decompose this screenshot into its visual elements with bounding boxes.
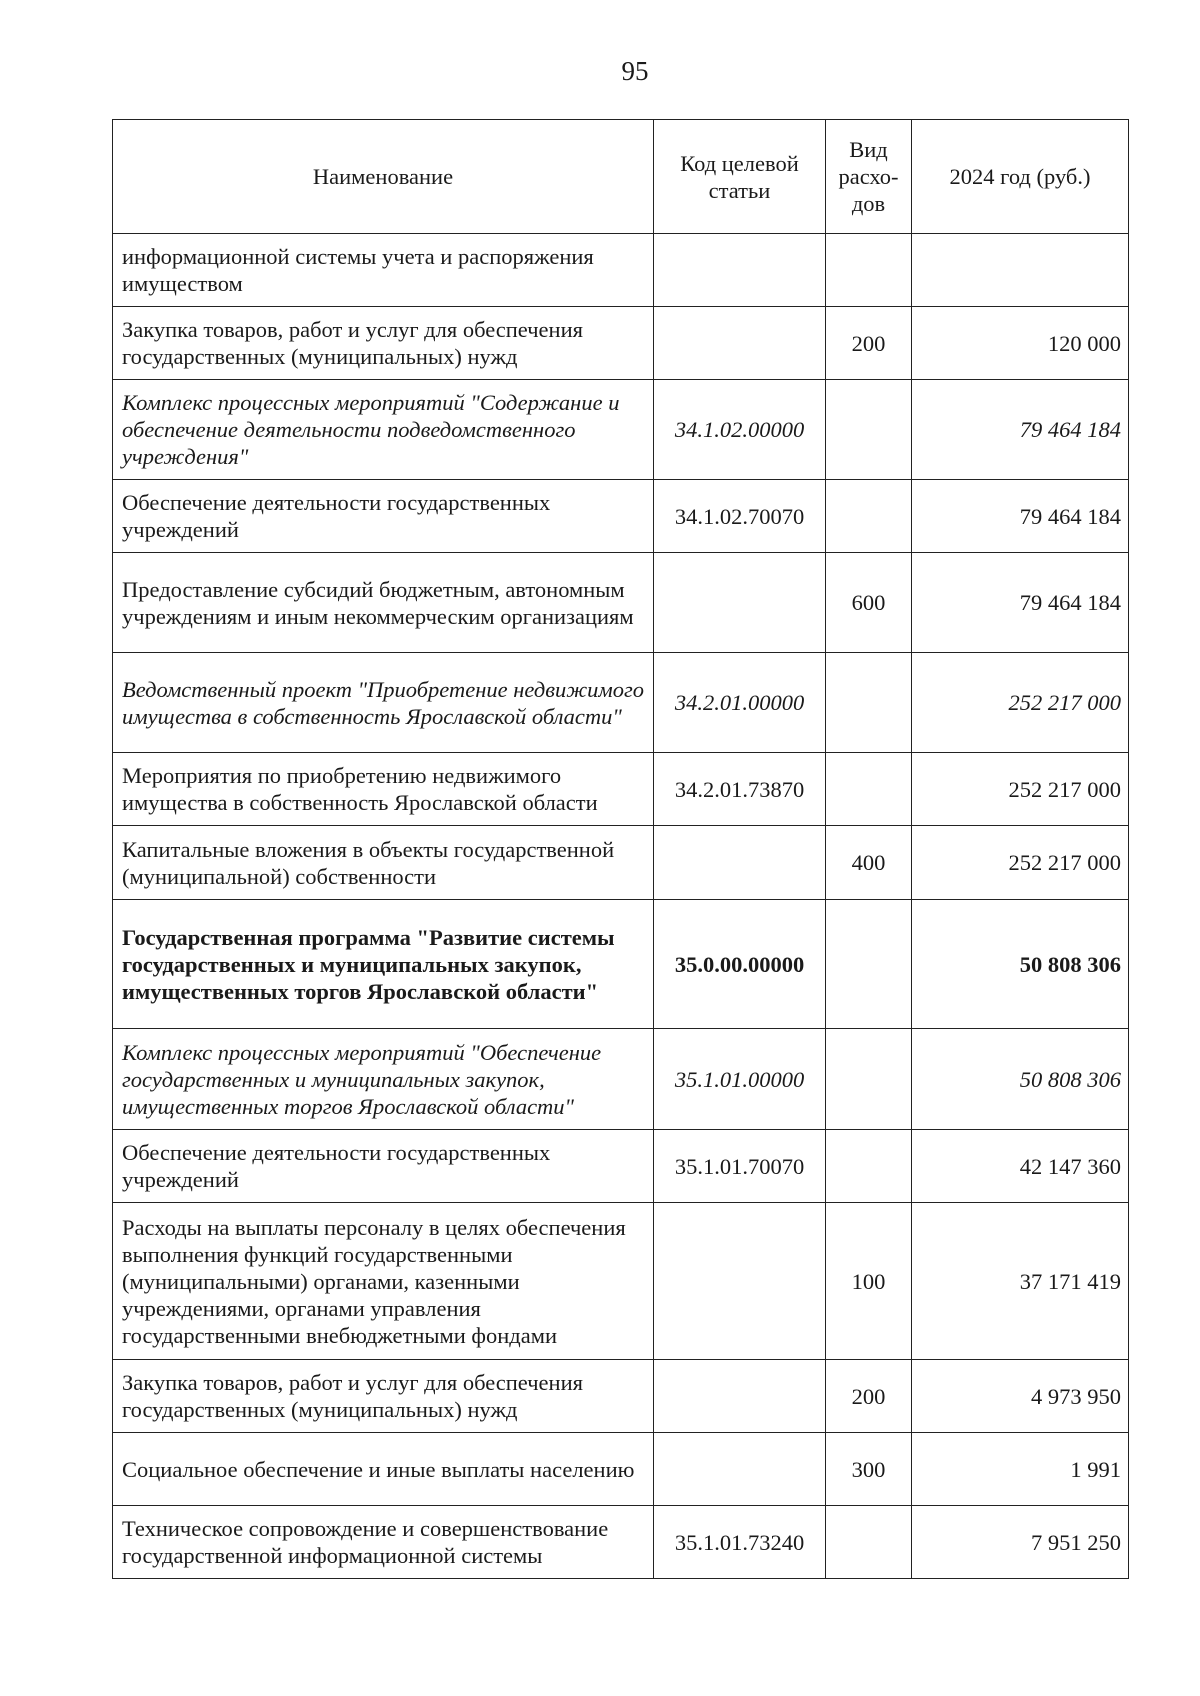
budget-table (112, 119, 1129, 1579)
row-type: 300 (826, 1433, 912, 1506)
row-type (826, 1029, 912, 1130)
row-code (654, 1360, 826, 1433)
row-type (826, 380, 912, 480)
row-type (826, 480, 912, 553)
table-header-row (113, 120, 1129, 234)
row-name: информационной системы учета и распоряжения имуществом (113, 234, 654, 307)
row-type (826, 753, 912, 826)
row-sum: 4 973 950 (912, 1360, 1129, 1433)
row-sum: 42 147 360 (912, 1130, 1129, 1203)
row-type (826, 234, 912, 307)
row-sum: 1 991 (912, 1433, 1129, 1506)
row-name: Капитальные вложения в объекты государственной (муниципальной) собственности (113, 826, 654, 900)
header-type: Вид расхо-дов (826, 120, 912, 234)
header-name: Наименование (113, 120, 654, 234)
row-type (826, 1506, 912, 1579)
row-code: 35.0.00.00000 (654, 900, 826, 1029)
row-name: Комплекс процессных мероприятий "Обеспечение государственных и муниципальных закупок, имущественных торгов Ярославской области" (113, 1029, 654, 1130)
row-type (826, 900, 912, 1029)
row-name: Обеспечение деятельности государственных учреждений (113, 1130, 654, 1203)
table-row (113, 1203, 1129, 1360)
table-row (113, 234, 1129, 307)
table-row (113, 900, 1129, 1029)
row-code (654, 234, 826, 307)
row-code (654, 1203, 826, 1360)
row-sum: 79 464 184 (912, 480, 1129, 553)
row-sum: 120 000 (912, 307, 1129, 380)
row-sum: 7 951 250 (912, 1506, 1129, 1579)
row-name: Закупка товаров, работ и услуг для обеспечения государственных (муниципальных) нужд (113, 307, 654, 380)
row-sum: 79 464 184 (912, 380, 1129, 480)
row-name: Комплекс процессных мероприятий "Содержание и обеспечение деятельности подведомственного учреждения" (113, 380, 654, 480)
row-code: 34.1.02.70070 (654, 480, 826, 553)
table-row (113, 1433, 1129, 1506)
row-sum: 50 808 306 (912, 1029, 1129, 1130)
row-sum: 252 217 000 (912, 653, 1129, 753)
row-type (826, 1130, 912, 1203)
table-row (113, 1506, 1129, 1579)
row-name: Государственная программа "Развитие системы государственных и муниципальных закупок, имущественных торгов Ярославской области" (113, 900, 654, 1029)
table-row (113, 380, 1129, 480)
table-row (113, 753, 1129, 826)
table-row (113, 1360, 1129, 1433)
row-code (654, 1433, 826, 1506)
row-name: Социальное обеспечение и иные выплаты населению (113, 1433, 654, 1506)
table-row (113, 307, 1129, 380)
row-code: 35.1.01.73240 (654, 1506, 826, 1579)
header-sum: 2024 год (руб.) (912, 120, 1129, 234)
row-sum: 37 171 419 (912, 1203, 1129, 1360)
row-name: Предоставление субсидий бюджетным, автономным учреждениям и иным некоммерческим организациям (113, 553, 654, 653)
table-row (113, 480, 1129, 553)
row-name: Расходы на выплаты персоналу в целях обеспечения выполнения функций государственными (муниципальными) органами, казенными учреждениями, органами управления государственными внебюджетными фондами (113, 1203, 654, 1360)
row-type: 200 (826, 307, 912, 380)
row-sum: 252 217 000 (912, 753, 1129, 826)
row-type: 200 (826, 1360, 912, 1433)
row-type: 100 (826, 1203, 912, 1360)
row-code (654, 826, 826, 900)
table-row (113, 826, 1129, 900)
row-type (826, 653, 912, 753)
row-name: Ведомственный проект "Приобретение недвижимого имущества в собственность Ярославской области" (113, 653, 654, 753)
row-type: 600 (826, 553, 912, 653)
row-sum (912, 234, 1129, 307)
row-name: Техническое сопровождение и совершенствование государственной информационной системы (113, 1506, 654, 1579)
row-code (654, 553, 826, 653)
header-code: Код целевой статьи (654, 120, 826, 234)
table-row (113, 1130, 1129, 1203)
row-code (654, 307, 826, 380)
row-sum: 50 808 306 (912, 900, 1129, 1029)
row-code: 34.1.02.00000 (654, 380, 826, 480)
table-body (113, 234, 1129, 1579)
row-name: Мероприятия по приобретению недвижимого имущества в собственность Ярославской области (113, 753, 654, 826)
row-code: 34.2.01.00000 (654, 653, 826, 753)
row-sum: 252 217 000 (912, 826, 1129, 900)
row-sum: 79 464 184 (912, 553, 1129, 653)
row-name: Закупка товаров, работ и услуг для обеспечения государственных (муниципальных) нужд (113, 1360, 654, 1433)
row-code: 35.1.01.00000 (654, 1029, 826, 1130)
row-code: 34.2.01.73870 (654, 753, 826, 826)
row-code: 35.1.01.70070 (654, 1130, 826, 1203)
table-row (113, 653, 1129, 753)
row-name: Обеспечение деятельности государственных учреждений (113, 480, 654, 553)
row-type: 400 (826, 826, 912, 900)
page-number: 95 (621, 56, 649, 86)
table-row (113, 1029, 1129, 1130)
table-row (113, 553, 1129, 653)
